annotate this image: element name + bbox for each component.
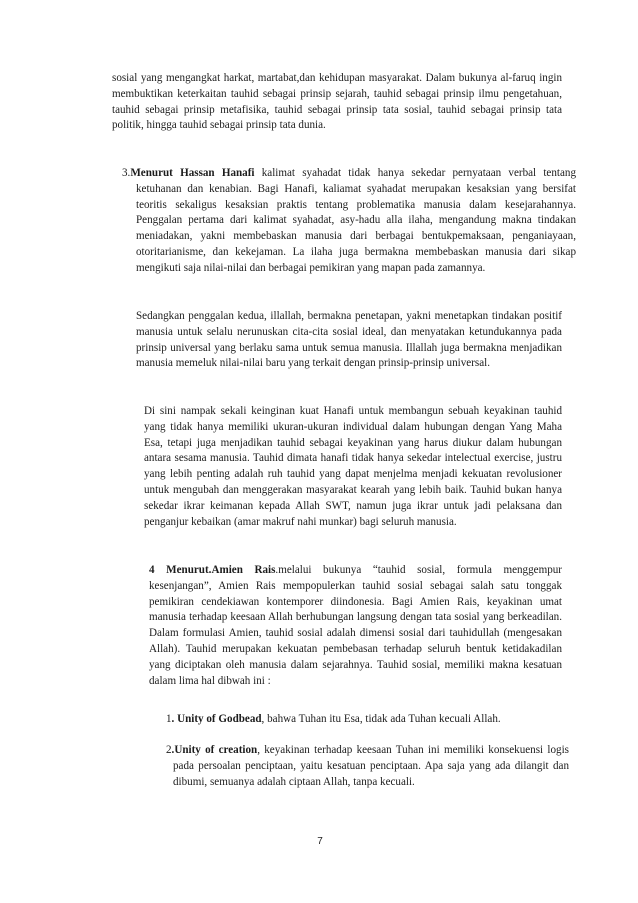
- paragraph-text: .melalui bukunya “tauhid sosial, formula menggempur kesenjangan”, Amien Rais mempopulerkan tauhid sosial sebagai salah satu tonggak pemikiran cendekiawan kontemporer diindonesia. Bagi Amien Rais, keyakinan umat manusia terhadap keesaan Allah berhubungan langsung dengan tata sosial yang berkeadilan. Dalam formulasi Amien, tauhid sosial adalah dimensi sosial dari tauhidullah (mengesakan Allah). Tauhid merupakan kekuatan pembebasan terhadap seluruh bentuk ketidakadilan yang diciptakan oleh manusia dalam sejarahnya. Tauhid sosial, memiliki makna kesatuan dalam lima hal dibwah ini :: [149, 564, 562, 687]
- page-number: 7: [317, 836, 323, 847]
- list-item-heading: .Unity of creation: [171, 744, 258, 756]
- list-item-unity-of-godhead: [166, 712, 569, 728]
- list-number: 3.: [122, 167, 131, 179]
- paragraph-hassan-hanafi: [122, 166, 576, 277]
- list-number: 2: [166, 744, 172, 756]
- paragraph-amien-rais: [149, 563, 562, 689]
- paragraph-hanafi-keinginan: Di sini nampak sekali keinginan kuat Hanafi untuk membangun sebuah keyakinan tauhid yang tidak hanya memiliki ukuran-ukuran individual dalam hubungan dengan Yang Maha Esa, tetapi juga menjadikan tauhid sebagai keyakinan yang harus diukur dalam hubungan antara sesama manusia. Tauhid dimata hanafi tidak hanya sekedar intelectual exercise, justru yang lebih penting adalah ruh tauhid yang dapat menjelma menjadi kekuatan revolusioner untuk mengubah dan menggerakan masyarakat kearah yang lebih baik. Tauhid bukan hanya sekedar ikrar keimanan kepada Allah SWT, namun juga ikrar untuk jadi pelaksana dan penganjur kebaikan (amar makruf nahi munkar) bagi seluruh manusia.: [144, 405, 562, 528]
- list-item-unity-of-creation: [166, 743, 569, 790]
- list-item-heading: . Unity of Godbead: [171, 713, 262, 725]
- paragraph-tauhid-al-faruqi: sosial yang mengangkat harkat, martabat,dan kehidupan masyarakat. Dalam bukunya al-faruq ingin membuktikan keterkaitan tauhid sebagai prinsip sejarah, tauhid sebagai prinsip ilmu pengetahuan, tauhid sebagai prinsip metafisika, tauhid sebagai prinsip tata sosial, tauhid sebagai prinsip tata politik, hingga tauhid sebagai prinsip tata dunia.: [112, 72, 562, 132]
- paragraph-heading: 4 Menurut.Amien Rais: [149, 564, 276, 576]
- paragraph-heading: Menurut Hassan Hanafi: [130, 167, 255, 179]
- list-item-text: , keyakinan terhadap keesaan Tuhan ini memiliki konsekuensi logis pada persoalan penciptaan, yaitu kesatuan penciptaan. Apa saja yang ada dilangit dan dibumi, semuanya adalah ciptaan Allah, tanpa kecuali.: [173, 744, 569, 788]
- list-number: 1: [166, 713, 172, 725]
- paragraph-illallah: Sedangkan penggalan kedua, illallah, bermakna penetapan, yakni menetapkan tindakan positif manusia untuk selalu nerunuskan cita-cita sosial ideal, dan menyatakan ketundukannya pada prinsip universal yang berlaku sama untuk semua manusia. Illallah juga bermakna menjadikan manusia memeluk nilai-nilai baru yang terkait dengan prinsip-prinsip universal.: [136, 310, 562, 370]
- paragraph-text: kalimat syahadat tidak hanya sekedar pernyataan verbal tentang ketuhanan dan kenabian. Bagi Hanafi, kaliamat syahadat merupakan kesaksian yang bersifat teoritis sekaligus kesaksian praktis tentang problematika manusia dalam kesejarahannya. Penggalan pertama dari kalimat syahadat, asy-hadu alla ilaha, mengandung makna tindakan meniadakan, yakni membebaskan manusia dari berbagai bentukpemaksaan, penganiayaan, otoritarianisme, dan kekejaman. La ilaha juga bermakna membebaskan manusia dari sikap mengikuti saja nilai-nilai dan berbagai pemikiran yang mapan pada zamannya.: [136, 167, 577, 274]
- list-item-text: , bahwa Tuhan itu Esa, tidak ada Tuhan kecuali Allah.: [261, 713, 501, 725]
